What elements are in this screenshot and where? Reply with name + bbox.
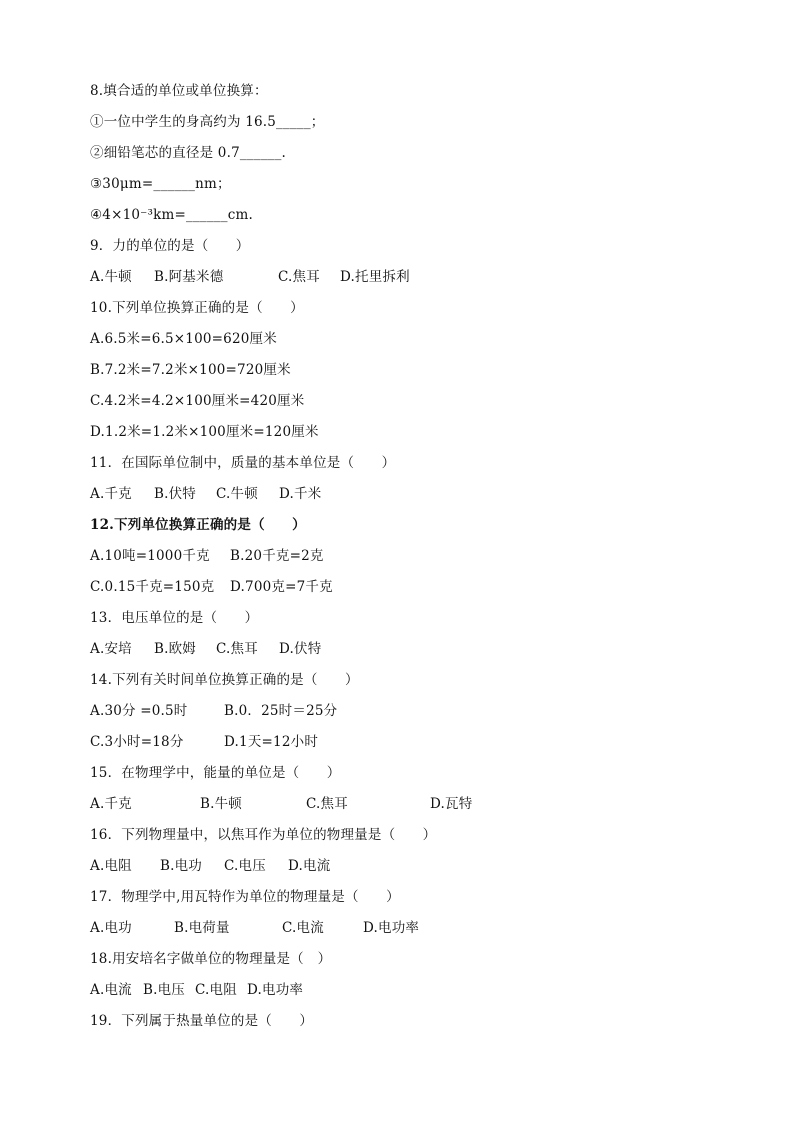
q11-option-b: B.伏特 (154, 486, 197, 502)
q17-option-c: C.电流 (282, 920, 324, 936)
q9-option-d: D.托里拆利 (340, 269, 410, 285)
q16-option-d: D.电流 (288, 858, 331, 874)
q19-stem: 19．下列属于热量单位的是（ ） (90, 1013, 314, 1029)
q9-option-a: A.牛顿 (90, 269, 132, 285)
q16-stem: 16．下列物理量中，以焦耳作为单位的物理量是（ ） (90, 827, 437, 843)
q10-option-b: B.7.2米=7.2米×100=720厘米 (90, 362, 291, 378)
q12-option-d: D.700克=7千克 (230, 579, 333, 595)
q18-option-c: C.电阻 (195, 982, 237, 998)
q18-option-b: B.电压 (143, 982, 186, 998)
q16-options (90, 855, 330, 877)
q18-options (90, 979, 303, 1001)
q12-options-row-2 (90, 576, 333, 598)
q10-stem: 10.下列单位换算正确的是（ ） (90, 300, 304, 316)
q9-option-b: B.阿基米德 (154, 269, 224, 285)
q15-option-d: D.瓦特 (430, 796, 473, 812)
q14-options-row-1 (90, 700, 337, 722)
q14-stem: 14.下列有关时间单位换算正确的是（ ） (90, 672, 359, 688)
q14-option-b: B.0．25时＝25分 (224, 703, 338, 719)
q10-option-c: C.4.2米=4.2×100厘米=420厘米 (90, 393, 305, 409)
q11-option-d: D.千米 (279, 486, 322, 502)
q13-option-c: C.焦耳 (216, 641, 258, 657)
q16-option-c: C.电压 (224, 858, 266, 874)
q8-item-4: ④4×10⁻³km=______cm. (90, 207, 253, 223)
q9-options (90, 266, 410, 288)
q15-option-a: A.千克 (90, 796, 132, 812)
q12-option-a: A.10吨=1000千克 (90, 548, 210, 564)
q17-option-d: D.电功率 (363, 920, 420, 936)
q13-stem: 13．电压单位的是（ ） (90, 610, 259, 626)
q15-option-b: B.牛顿 (200, 796, 243, 812)
q12-options-row-1 (90, 545, 324, 567)
q10-option-a: A.6.5米=6.5×100=620厘米 (90, 331, 277, 347)
q11-options (90, 483, 321, 505)
q14-options-row-2 (90, 731, 318, 753)
q14-option-d: D.1天=12小时 (224, 734, 319, 750)
q16-option-b: B.电功 (160, 858, 203, 874)
q11-option-a: A.千克 (90, 486, 132, 502)
q18-stem: 18.用安培名字做单位的物理量是（ ） (90, 951, 332, 967)
q8-stem: 8.填合适的单位或单位换算： (90, 83, 268, 99)
q13-option-b: B.欧姆 (154, 641, 197, 657)
q15-option-c: C.焦耳 (306, 796, 348, 812)
q8-item-1: ①一位中学生的身高约为 16.5_____； (90, 114, 325, 130)
q14-option-c: C.3小时=18分 (90, 734, 184, 750)
q15-options (90, 793, 472, 815)
q17-options (90, 917, 419, 939)
q13-option-d: D.伏特 (279, 641, 322, 657)
q9-stem: 9．力的单位的是（ ） (90, 238, 250, 254)
q13-option-a: A.安培 (90, 641, 132, 657)
q12-option-b: B.20千克=2克 (230, 548, 324, 564)
q10-option-d: D.1.2米=1.2米×100厘米=120厘米 (90, 424, 319, 440)
q8-item-3: ③30μm=______nm； (90, 176, 231, 192)
q18-option-a: A.电流 (90, 982, 132, 998)
q18-option-d: D.电功率 (247, 982, 304, 998)
q15-stem: 15．在物理学中，能量的单位是（ ） (90, 765, 341, 781)
q8-item-2: ②细铅笔芯的直径是 0.7______. (90, 145, 287, 161)
q17-option-b: B.电荷量 (174, 920, 230, 936)
q11-option-c: C.牛顿 (216, 486, 258, 502)
q14-option-a: A.30分 =0.5时 (90, 703, 188, 719)
q9-option-c: C.焦耳 (278, 269, 320, 285)
q12-stem: 12.下列单位换算正确的是（ ） (90, 517, 306, 533)
q17-stem: 17．物理学中,用瓦特作为单位的物理量是（ ） (90, 889, 400, 905)
q16-option-a: A.电阻 (90, 858, 132, 874)
q12-option-c: C.0.15千克=150克 (90, 579, 215, 595)
q17-option-a: A.电功 (90, 920, 132, 936)
q13-options (90, 638, 321, 660)
q11-stem: 11．在国际单位制中，质量的基本单位是（ ） (90, 455, 396, 471)
